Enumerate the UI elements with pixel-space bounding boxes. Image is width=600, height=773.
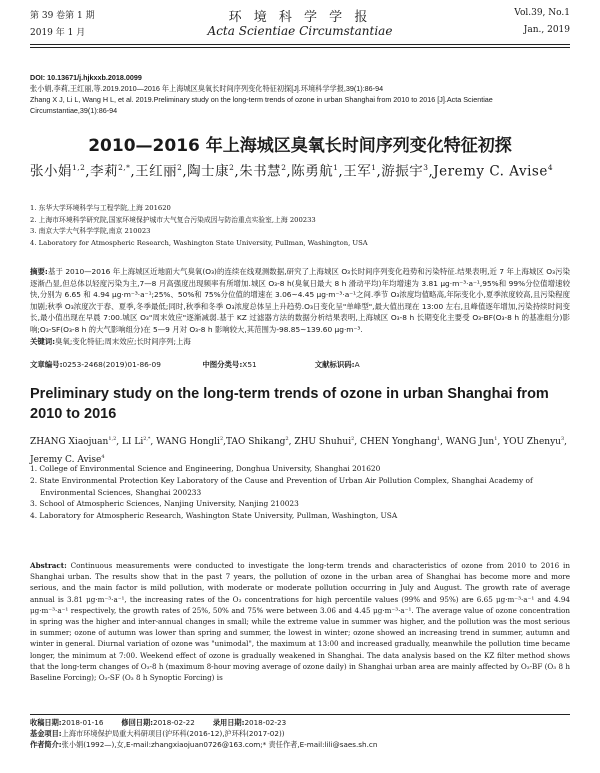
article-no: 0253-2468(2019)01-86-09 — [62, 360, 161, 369]
article-no-label: 文章编号: — [30, 360, 63, 369]
date-en: Jan., 2019 — [523, 25, 570, 35]
authors-cn: 张小娟$^{1,2}$,李莉$^{2,*}$,王红丽$^2$,陶士康$^2$,朱书慧$^2$,陈勇航$^1$,王军$^1$,游振宇$^3$,Jeremy C. Avise$^4$ — [30, 163, 554, 180]
citation-en-line2: Circumstantiae,39(1):86-94 — [30, 106, 118, 115]
author-sup: 1,2 — [108, 436, 117, 442]
fund-label: 基金项目: — [30, 729, 62, 738]
revised-label: 修回日期: — [121, 718, 154, 727]
author-sup: 1,2 — [72, 163, 86, 172]
author-sup: 1 — [371, 163, 377, 172]
author-sup: 3 — [423, 163, 429, 172]
affiliation-cn-2: 2. 上海市环境科学研究院,国家环境保护城市大气复合污染成因与防治重点实验室,上海 200233 — [30, 215, 316, 224]
author-sup: 1 — [494, 436, 498, 442]
citation-cn: 张小娟,李莉,王红丽,等.2019.2010—2016 年上海城区臭氧长时间序列变化特征初探[J].环境科学学报,39(1):86-94 — [30, 84, 384, 93]
received-date: 2018-01-16 — [61, 718, 104, 727]
accepted-label: 录用日期: — [212, 718, 245, 727]
keywords-cn-label: 关键词: — [30, 336, 56, 346]
dates-line — [30, 717, 570, 728]
author-en: LI Li — [121, 437, 144, 447]
author-en: TAO Shikang — [225, 437, 286, 447]
bio-line — [30, 739, 570, 750]
author-sup: 2,* — [143, 436, 151, 442]
classification-line — [30, 359, 570, 370]
author-cn: 王红丽 — [135, 163, 178, 180]
author-en: WANG Hongli — [156, 437, 220, 447]
accepted-date: 2018-02-23 — [244, 718, 287, 727]
author-sup: 1 — [333, 163, 339, 172]
affiliation-cn-1: 1. 东华大学环境科学与工程学院,上海 201620 — [30, 204, 171, 212]
fund-line — [30, 728, 570, 739]
keywords-cn-text: 臭氧;变化特征;周末效应;长时间序列;上海 — [55, 336, 191, 346]
author-cn: 王军 — [343, 163, 372, 180]
affiliations-en — [30, 463, 570, 522]
abstract-en — [30, 560, 570, 683]
fund-text: 上海市环境保护局重大科研项目(沪环科(2016-12),沪环科(2017-02)) — [61, 729, 285, 738]
doc-code-label: 文献标识码: — [314, 360, 355, 369]
header-rule-thin — [30, 47, 570, 48]
author-sup: 2,* — [118, 163, 131, 172]
author-sup: 4 — [101, 454, 105, 460]
abstract-en-text: Continuous measurements were conducted to investigate the long-term trends and characteristics of ozone from 2010 to 2016 in Shanghai urban. The results show that in the past 7 years, the pollution of ozone in the urban area of Shanghai has become more and more serious, and the main factor is mild pollution, with moderate or moderate pollution occurring in July and August. The growth rate of average annual is 3.81 μg·m⁻³·a⁻¹, the increasing rates of the O₃ concentrations for high percentile values (99% and 95%) are 6.65 μg·m⁻³·a⁻¹ and 4.94 μg·m⁻³·a⁻¹ respectively, the growth rates of 25%, 50% and 75% were between 3.06 and 4.45 μg·m⁻³·a⁻¹. The average value of ozone concentration in spring was the higher and inter-annual changes in small; while the extreme value in summer was higher, and the pollution was the most serious in summer; ozone of autumn was lower than spring and summer, the lowest in winter; ozone showed an increasing trend in summer, autumn and winter in general. Diurnal variation of ozone was "unimodal", the maximum at 13:00 and increased gradually, meanwhile the pollution time became longer, the minimum at 7:00. Weekend effect of ozone is gradually weakened in Shanghai. The data analysis based on the KZ filter method shows that the long-term changes of O₃-8 h (maximum 8-hour moving average of ozone daily) in Shanghai urban area are mainly affected by O₃-BF (O₃ 8 h Baseline Forcing); O₃-SF (O₃ 8 h Synoptic Forcing) is — [30, 561, 570, 683]
authors-en: ZHANG Xiaojuan$^{1,2}$, LI $Li^{2,*}$, WANG Hongli$^2$,TAO Shikang$^2$, ZHU Shuhui$^2$, CHEN Yonghang$^1$, WANG Jun$^1$, YOU Zhenyu$^3$, Jeremy C. Avise$^4$ — [30, 436, 567, 465]
author-cn: 朱书慧 — [239, 163, 282, 180]
author-cn: 陶士康 — [187, 163, 230, 180]
author-cn: 李莉 — [90, 163, 119, 180]
citation-en-line1: Zhang X J, Li L, Wang H L, et al. 2019.Preliminary study on the long-term trends of ozone in urban Shanghai from 2010 to 2016 [J].Acta Scientiae — [30, 95, 493, 104]
abstract-cn-text: 基于 2010—2016 年上海城区近地面大气臭氧(O₃)的连续在线观测数据,研究了上海城区 O₃长时间序列变化趋势和污染特征.结果表明,近 7 年上海城区 O₃污染逐渐凸显,但总体以轻度污染为主,7—8 月高强度出现频率有所增加.城区 O₃-8 h(臭氧日最大 8 h 滑动平均)年均增速为 3.81 μg·m⁻³·a⁻¹,95%和 99%分位值增速较快,分别为 6.65 和 4.94 μg·m⁻³·a⁻¹;25%、50%和 75%分位值的增速在 3.06~4.45 μg·m⁻³·a⁻¹之间.季节 O₃浓度均值略高,年际变化小,夏季浓度较高,且污染程度加剧;秋季 O₃浓度次于春、夏季,冬季最低;同时,秋季和冬季 O₃浓度总体呈上升趋势.O₃日变化呈"单峰型",最大值出现在 13:00 左右,且峰值逐年增加,污染持续时间变长,最小值出现在早晨 7:00.城区 O₃"周末效应"逐渐减弱.基于 KZ 过滤器方法的数据分析结果表明,上海城区 O₃-8 h 长期变化主要受 O₃-BF(O₃-8 h 的基准组分)影响;O₃-SF(O₃-8 h 的大气影响组分)在 5—9 月对 O₃-8 h 影响较大,其范围为-98.85~139.60 μg·m⁻³. — [30, 267, 570, 334]
volume-en: Vol.39, No.1 — [514, 8, 570, 18]
date-cn: 2019 年 1 月 — [30, 28, 86, 38]
author-en: CHEN Yonghang — [360, 437, 437, 447]
journal-name-cn: 环 境 科 学 学 报 — [228, 10, 372, 25]
header-rule-thick — [30, 44, 570, 45]
affiliation-en-3: 3. School of Atmospheric Sciences, Nanjing University, Nanjing 210023 — [30, 499, 299, 509]
journal-header — [30, 6, 570, 46]
affiliation-cn-3: 3. 南京大学大气科学学院,南京 210023 — [30, 227, 151, 235]
paper-page — [30, 0, 570, 773]
author-sup: 2 — [177, 163, 183, 172]
footnotes — [30, 717, 570, 750]
author-cn: 游振宇 — [381, 163, 424, 180]
citation-block — [30, 72, 570, 116]
affiliation-cn-4: 4. Laboratory for Atmospheric Research, Washington State University, Pullman, Washington, USA — [30, 238, 368, 247]
author-sup: 2 — [219, 436, 224, 442]
affiliation-en-4: 4. Laboratory for Atmospheric Research, Washington State University, Pullman, Washington, USA — [30, 511, 398, 521]
author-sup: 4 — [547, 163, 554, 172]
title-cn: 2010—2016 年上海城区臭氧长时间序列变化特征初探 — [88, 136, 512, 156]
received-label: 收稿日期: — [30, 718, 62, 727]
author-cn: Jeremy C. Avise — [433, 163, 548, 180]
author-sup: 2 — [285, 436, 289, 442]
author-en: YOU Zhenyu — [503, 437, 561, 447]
bio-label: 作者简介: — [30, 740, 62, 749]
revised-date: 2018-02-22 — [153, 718, 195, 727]
author-cn: 张小娟 — [30, 163, 72, 180]
journal-name-en: Acta Scientiae Circumstantiae — [207, 24, 393, 38]
affiliation-en-2: 2. State Environmental Protection Key Laboratory of the Cause and Prevention of Urban Air Pollution Complex, Shanghai Academy of Environmental Sciences, Shanghai 200233 — [30, 475, 533, 497]
author-sup: 3 — [560, 436, 565, 442]
issue-cn: 第 39 卷第 1 期 — [30, 11, 95, 21]
author-sup: 2 — [281, 163, 287, 172]
author-en: WANG Jun — [445, 437, 495, 447]
affiliations-cn — [30, 203, 570, 249]
author-cn: 陈勇航 — [291, 163, 334, 180]
author-sup: 1 — [436, 436, 441, 442]
author-en: ZHU Shuhui — [294, 437, 352, 447]
abstract-cn-label: 摘要: — [30, 267, 48, 276]
author-sup: 2 — [351, 436, 355, 442]
author-sup: 2 — [229, 163, 235, 172]
author-en: Jeremy C. Avise — [30, 455, 102, 465]
doc-code: A — [354, 360, 360, 369]
abstract-en-label: Abstract: — [30, 561, 67, 570]
author-en: ZHANG Xiaojuan — [30, 437, 109, 447]
doi[interactable]: DOI: 10.13671/j.hjkxxb.2018.0099 — [30, 73, 142, 82]
title-en: Preliminary study on the long-term trends of ozone in urban Shanghai from 2010 to 2016 — [30, 386, 549, 422]
clc-label: 中图分类号: — [202, 360, 243, 369]
footnote-rule — [30, 714, 570, 715]
affiliation-en-1: 1. College of Environmental Science and Engineering, Donghua University, Shanghai 201620 — [30, 464, 381, 473]
bio-text: 张小娟(1992—),女,E-mail:zhangxiaojuan0726@163.com;* 责任作者,E-mail:lili@saes.sh.cn — [61, 740, 378, 749]
clc: X51 — [242, 360, 257, 369]
abstract-cn — [30, 266, 570, 347]
